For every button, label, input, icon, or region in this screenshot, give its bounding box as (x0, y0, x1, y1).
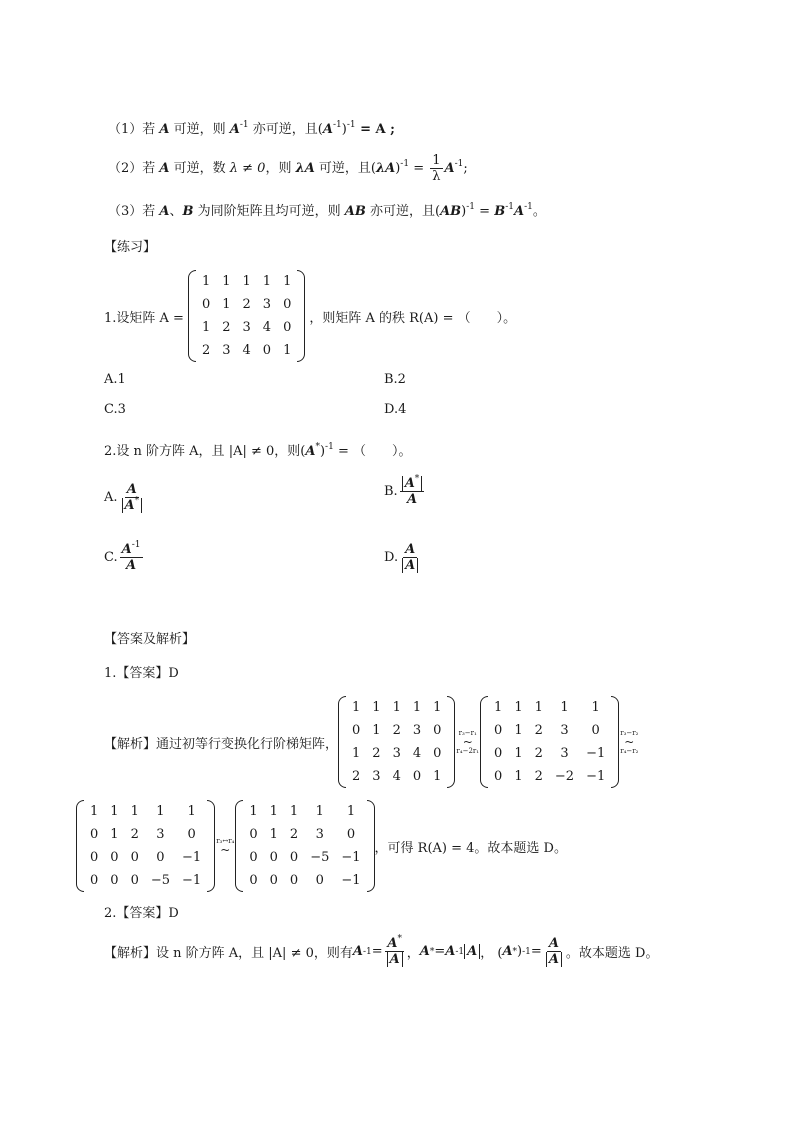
matrix-cell: 0 (591, 723, 600, 738)
matrix-cell: 1 (269, 804, 278, 819)
matrix-cell: 0 (494, 746, 503, 761)
matrix-cell: 1 (156, 804, 165, 819)
matrix-cell: 2 (242, 297, 251, 312)
matrix-row (243, 869, 366, 892)
matrix-cell: 0 (433, 746, 442, 761)
matrix-cell: 2 (130, 827, 139, 842)
answer-1-explanation: 【解析】通过初等行变换化行阶梯矩阵， 1 1 1 1 1 0 1 2 3 0 1 2 3 4 0 2 3 4 0 1 r₃−r₁ ~ r₄−2r₁ 1 1 1 1 1 0 1 2 3 0 0 1 2 3 −1 0 1 2 −2 −1 r₃−r₂ ~ r₄−r₂ (104, 696, 639, 788)
matrix-row (488, 765, 611, 788)
row-op-2: r₃−r₂ ~ r₄−r₂ (620, 729, 639, 755)
answer-1-label: 1.【答案】D (104, 666, 179, 681)
matrix-cell: 1 (201, 274, 211, 289)
matrix-q1 (188, 270, 305, 362)
matrix-cell: 0 (249, 873, 258, 888)
matrix-cell: 2 (392, 723, 401, 738)
answer-2-explanation: 【解析】设 n 阶方阵 A，且 |A| ≠ 0，则有 A -1 = $\frac{A^*}{A}$ ， A * = A -1 A ， ( A * ) -1 = $\frac{A}{A}$ 。故本题选 D。 (104, 934, 659, 967)
matrix-cell: 1 (315, 804, 324, 819)
matrix-cell: 1 (514, 700, 523, 715)
matrix-cell: 0 (90, 827, 99, 842)
answer-1-continuation: 1 1 1 1 1 0 1 2 3 0 0 0 0 0 −1 0 0 0 −5 −1 r₃↔r₄ ~ 1 1 1 1 1 0 1 2 3 0 0 0 0 −5 −1 0 0 0 0 −1 ，可得 R(A) = 4。故本题选 D。 (76, 800, 567, 892)
question-1: 1.设矩阵 A = 1 1 1 1 1 0 1 2 3 0 1 2 3 4 0 2 3 4 0 1 ，则矩阵 A 的秩 R(A) = （ ）。 (104, 270, 516, 362)
matrix-cell: 3 (156, 827, 165, 842)
matrix-cell: 1 (433, 700, 442, 715)
matrix-cell: 1 (372, 723, 381, 738)
matrix-cell: 0 (130, 850, 139, 865)
option-q1-d[interactable]: D.4 (384, 402, 407, 417)
property-1: （1）若 A 可逆，则 $A^{-1}$ 亦可逆，且$(A^{-1})^{-1} = A$ ; (108, 120, 395, 137)
matrix-cell: 0 (289, 850, 299, 865)
matrix-cell: 1 (262, 274, 272, 289)
matrix-cell: 0 (269, 873, 278, 888)
matrix-cell: −2 (554, 769, 575, 784)
matrix-cell: 2 (222, 320, 231, 335)
matrix-cell: 0 (249, 827, 258, 842)
property-3: （3）若 A、B 为同阶矩阵且均可逆，则 AB 亦可逆，且$(AB)^{-1} = B^{-1}A^{-1}$。 (108, 202, 546, 219)
matrix-cell: 3 (560, 746, 569, 761)
matrix-cell: 0 (156, 850, 165, 865)
question-2: 2.设 n 阶方阵 A，且 |A| ≠ 0，则$(A^*)^{-1}$ = （ ）。 (104, 442, 412, 459)
matrix-cell: 0 (352, 723, 361, 738)
matrix-cell: 1 (249, 804, 258, 819)
matrix-cell: −1 (182, 873, 202, 888)
matrix-cell: 3 (242, 320, 251, 335)
matrix-row (196, 270, 297, 293)
matrix-row (243, 823, 366, 846)
matrix-cell: 4 (242, 343, 251, 358)
matrix-cell: 1 (242, 274, 251, 289)
matrix-cell: 1 (289, 804, 299, 819)
matrix-cell: 1 (352, 746, 361, 761)
matrix-cell: 0 (262, 343, 272, 358)
matrix-row (346, 719, 447, 742)
option-q1-a[interactable]: A.1 (104, 372, 126, 387)
matrix-cell: 0 (289, 873, 299, 888)
row-op-1: r₃−r₁ ~ r₄−2r₁ (456, 729, 480, 755)
matrix-cell: 1 (494, 700, 503, 715)
matrix-cell: 1 (392, 700, 401, 715)
matrix-cell: 0 (187, 827, 196, 842)
matrix-cell: 0 (494, 723, 503, 738)
matrix-cell: 0 (90, 850, 99, 865)
matrix-cell: 3 (392, 746, 401, 761)
matrix-cell: 1 (514, 746, 523, 761)
matrix-cell: 1 (514, 769, 523, 784)
matrix-row (84, 846, 207, 869)
matrix-cell: 1 (591, 700, 600, 715)
matrix-step-4 (235, 800, 374, 892)
answer-2-label: 2.【答案】D (104, 906, 179, 921)
matrix-cell: 1 (110, 804, 119, 819)
matrix-cell: −1 (586, 769, 606, 784)
matrix-cell: 2 (289, 827, 299, 842)
matrix-cell: 1 (283, 274, 292, 289)
matrix-cell: 3 (372, 769, 381, 784)
matrix-cell: 0 (249, 850, 258, 865)
matrix-cell: 2 (352, 769, 361, 784)
matrix-cell: 3 (222, 343, 231, 358)
matrix-cell: −1 (341, 850, 361, 865)
matrix-cell: −1 (586, 746, 606, 761)
matrix-cell: 1 (222, 297, 231, 312)
matrix-row (488, 696, 611, 719)
option-q2-c[interactable]: C. $\frac{A^{-1}}{A}$ (104, 540, 141, 573)
matrix-cell: 2 (534, 746, 543, 761)
matrix-row (84, 800, 207, 823)
matrix-cell: 1 (560, 700, 569, 715)
matrix-cell: 1 (201, 320, 211, 335)
matrix-cell: 0 (315, 873, 324, 888)
matrix-cell: 0 (346, 827, 356, 842)
matrix-row (346, 765, 447, 788)
matrix-cell: 4 (392, 769, 401, 784)
matrix-cell: 1 (352, 700, 361, 715)
matrix-cell: 4 (412, 746, 422, 761)
option-q1-b[interactable]: B.2 (384, 372, 406, 387)
matrix-row (243, 846, 366, 869)
matrix-cell: 1 (269, 827, 278, 842)
matrix-cell: 0 (412, 769, 422, 784)
matrix-cell: −1 (182, 850, 202, 865)
answers-header: 【答案及解析】 (104, 632, 196, 647)
matrix-row (243, 800, 366, 823)
matrix-cell: 1 (187, 804, 196, 819)
matrix-cell: 3 (412, 723, 422, 738)
practice-header: 【练习】 (104, 240, 157, 255)
property-2: （2）若 A 可逆，数 λ ≠ 0，则 λA 可逆，且$(\lambda A)^{-1}$ = $\frac{1}{\lambda}$ $A^{-1}$; (108, 153, 468, 184)
row-op-3: r₃↔r₄ ~ (216, 837, 235, 857)
matrix-step-3 (76, 800, 215, 892)
matrix-cell: 0 (283, 320, 292, 335)
matrix-step-1 (338, 696, 455, 788)
matrix-cell: 4 (262, 320, 272, 335)
matrix-row (488, 719, 611, 742)
matrix-row (196, 316, 297, 339)
matrix-cell: 1 (110, 827, 119, 842)
matrix-cell: 1 (412, 700, 422, 715)
matrix-row (196, 293, 297, 316)
matrix-cell: 1 (433, 769, 442, 784)
matrix-row (346, 742, 447, 765)
matrix-cell: −5 (310, 850, 330, 865)
matrix-step-2 (480, 696, 619, 788)
matrix-cell: 2 (534, 769, 543, 784)
matrix-cell: 1 (372, 700, 381, 715)
option-q2-d[interactable]: D. $\frac{A}{A}$ (384, 542, 422, 573)
matrix-cell: 1 (534, 700, 543, 715)
matrix-row (346, 696, 447, 719)
matrix-cell: 2 (201, 343, 211, 358)
option-q2-a[interactable]: A. $\frac{A}{A^*}$ (104, 482, 146, 513)
matrix-cell: 2 (372, 746, 381, 761)
matrix-row (488, 742, 611, 765)
matrix-cell: 0 (130, 873, 139, 888)
matrix-cell: 0 (110, 873, 119, 888)
matrix-cell: 1 (222, 274, 231, 289)
matrix-cell: 0 (433, 723, 442, 738)
matrix-row (196, 339, 297, 362)
matrix-cell: 2 (534, 723, 543, 738)
matrix-cell: −1 (341, 873, 361, 888)
option-q1-c[interactable]: C.3 (104, 402, 126, 417)
option-q2-b[interactable]: B. $\frac{A^*}{A}$ (384, 476, 426, 507)
matrix-cell: 3 (560, 723, 569, 738)
matrix-row (84, 823, 207, 846)
matrix-cell: 1 (283, 343, 292, 358)
matrix-cell: 1 (346, 804, 356, 819)
matrix-row (84, 869, 207, 892)
matrix-cell: 1 (90, 804, 99, 819)
matrix-cell: 3 (315, 827, 324, 842)
matrix-cell: 3 (262, 297, 272, 312)
matrix-cell: 0 (90, 873, 99, 888)
matrix-cell: 0 (269, 850, 278, 865)
matrix-cell: 0 (283, 297, 292, 312)
matrix-cell: 0 (110, 850, 119, 865)
matrix-cell: 1 (514, 723, 523, 738)
matrix-cell: 1 (130, 804, 139, 819)
matrix-cell: 0 (494, 769, 503, 784)
matrix-cell: −5 (150, 873, 171, 888)
matrix-cell: 0 (201, 297, 211, 312)
